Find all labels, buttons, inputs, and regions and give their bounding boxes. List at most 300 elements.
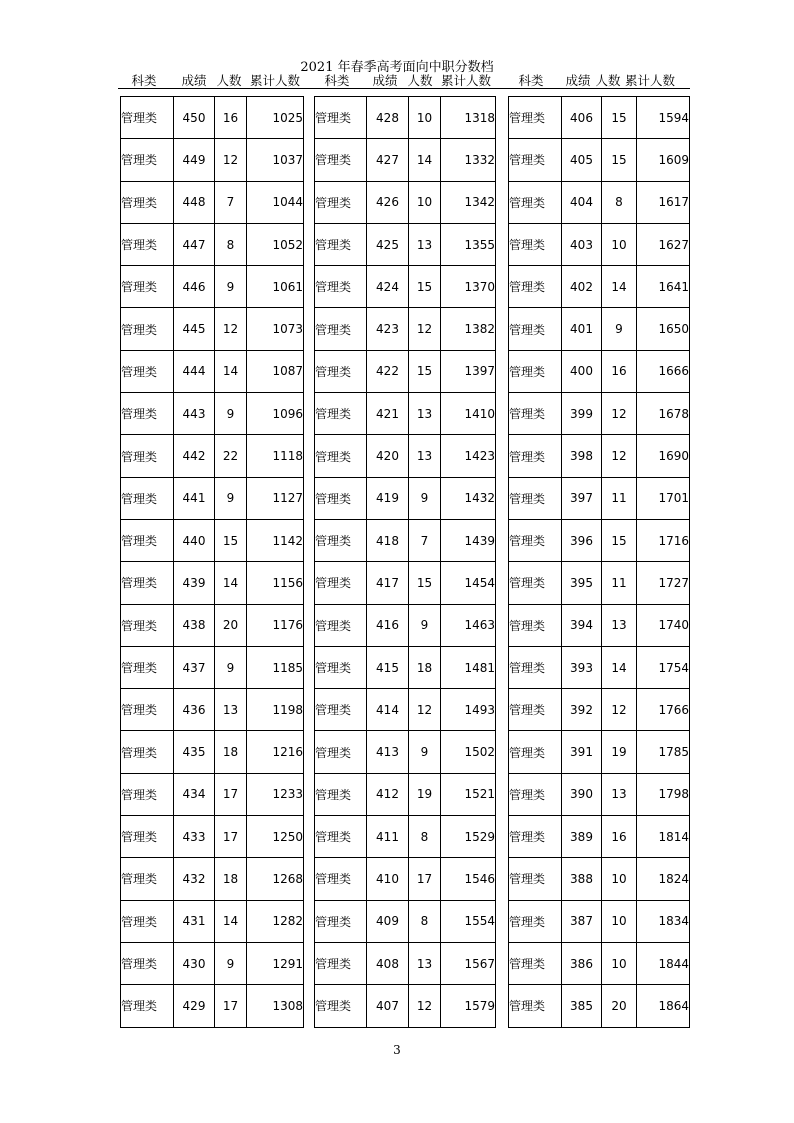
- category-cell: 管理类: [315, 266, 367, 308]
- table-row: [121, 97, 304, 139]
- table-row: [315, 266, 496, 308]
- category-cell: 管理类: [509, 646, 562, 688]
- table-row: [509, 519, 690, 561]
- header-count: 人数: [595, 73, 621, 88]
- table-row: [509, 689, 690, 731]
- count-cell: 9: [215, 646, 247, 688]
- column-headers: [0, 71, 794, 89]
- category-cell: 管理类: [509, 604, 562, 646]
- table-row: [121, 519, 304, 561]
- score-cell: 408: [367, 942, 409, 984]
- count-cell: 19: [602, 731, 637, 773]
- table-row: [315, 435, 496, 477]
- cumulative-cell: 1454: [441, 562, 496, 604]
- category-cell: 管理类: [509, 266, 562, 308]
- category-cell: 管理类: [315, 942, 367, 984]
- cumulative-cell: 1521: [441, 773, 496, 815]
- table-row: [509, 816, 690, 858]
- count-cell: 13: [409, 223, 441, 265]
- table-row: [315, 97, 496, 139]
- count-cell: 17: [215, 985, 247, 1027]
- cumulative-cell: 1308: [247, 985, 304, 1027]
- table-row: [121, 266, 304, 308]
- category-cell: 管理类: [121, 519, 174, 561]
- table-row: [509, 350, 690, 392]
- count-cell: 18: [409, 646, 441, 688]
- count-cell: 9: [215, 266, 247, 308]
- cumulative-cell: 1554: [441, 900, 496, 942]
- score-cell: 445: [174, 308, 215, 350]
- cumulative-cell: 1650: [637, 308, 690, 350]
- category-cell: 管理类: [121, 181, 174, 223]
- count-cell: 10: [409, 97, 441, 139]
- table-row: [315, 393, 496, 435]
- table-row: [315, 858, 496, 900]
- table-row: [121, 139, 304, 181]
- table-row: [315, 139, 496, 181]
- table-row: [315, 519, 496, 561]
- count-cell: 12: [215, 308, 247, 350]
- table-row: [121, 223, 304, 265]
- count-cell: 12: [409, 689, 441, 731]
- cumulative-cell: 1666: [637, 350, 690, 392]
- cumulative-cell: 1268: [247, 858, 304, 900]
- cumulative-cell: 1432: [441, 477, 496, 519]
- cumulative-cell: 1594: [637, 97, 690, 139]
- cumulative-cell: 1439: [441, 519, 496, 561]
- score-cell: 399: [562, 393, 602, 435]
- cumulative-cell: 1844: [637, 942, 690, 984]
- cumulative-cell: 1727: [637, 562, 690, 604]
- category-cell: 管理类: [121, 350, 174, 392]
- table-row: [121, 393, 304, 435]
- header-category: 科类: [324, 73, 350, 88]
- count-cell: 15: [602, 519, 637, 561]
- score-cell: 409: [367, 900, 409, 942]
- score-cell: 396: [562, 519, 602, 561]
- score-cell: 407: [367, 985, 409, 1027]
- category-cell: 管理类: [509, 139, 562, 181]
- score-cell: 404: [562, 181, 602, 223]
- score-cell: 424: [367, 266, 409, 308]
- table-row: [315, 646, 496, 688]
- table-row: [315, 900, 496, 942]
- table-row: [509, 942, 690, 984]
- table-row: [315, 350, 496, 392]
- count-cell: 10: [602, 858, 637, 900]
- cumulative-cell: 1291: [247, 942, 304, 984]
- table-row: [315, 773, 496, 815]
- table-row: [315, 181, 496, 223]
- cumulative-cell: 1025: [247, 97, 304, 139]
- category-cell: 管理类: [121, 985, 174, 1027]
- category-cell: 管理类: [121, 308, 174, 350]
- category-cell: 管理类: [121, 816, 174, 858]
- cumulative-cell: 1370: [441, 266, 496, 308]
- table-row: [315, 562, 496, 604]
- score-table-1: [120, 96, 304, 1028]
- cumulative-cell: 1766: [637, 689, 690, 731]
- cumulative-cell: 1250: [247, 816, 304, 858]
- table-row: [121, 731, 304, 773]
- score-cell: 417: [367, 562, 409, 604]
- count-cell: 14: [409, 139, 441, 181]
- table-row: [121, 435, 304, 477]
- table-row: [509, 731, 690, 773]
- score-cell: 440: [174, 519, 215, 561]
- table-row: [315, 816, 496, 858]
- score-cell: 434: [174, 773, 215, 815]
- page-number: 3: [393, 1043, 401, 1057]
- table-row: [315, 731, 496, 773]
- count-cell: 11: [602, 562, 637, 604]
- cumulative-cell: 1282: [247, 900, 304, 942]
- cumulative-cell: 1185: [247, 646, 304, 688]
- score-cell: 398: [562, 435, 602, 477]
- table-row: [509, 393, 690, 435]
- table-row: [509, 308, 690, 350]
- table-row: [121, 477, 304, 519]
- category-cell: 管理类: [121, 477, 174, 519]
- count-cell: 9: [409, 731, 441, 773]
- count-cell: 12: [215, 139, 247, 181]
- table-row: [315, 604, 496, 646]
- category-cell: 管理类: [509, 985, 562, 1027]
- count-cell: 18: [215, 731, 247, 773]
- cumulative-cell: 1332: [441, 139, 496, 181]
- count-cell: 17: [215, 816, 247, 858]
- count-cell: 14: [602, 266, 637, 308]
- score-cell: 436: [174, 689, 215, 731]
- category-cell: 管理类: [315, 435, 367, 477]
- table-row: [121, 773, 304, 815]
- table-row: [315, 942, 496, 984]
- cumulative-cell: 1318: [441, 97, 496, 139]
- category-cell: 管理类: [315, 604, 367, 646]
- header-category: 科类: [518, 73, 544, 88]
- count-cell: 16: [602, 350, 637, 392]
- table-row: [121, 604, 304, 646]
- score-cell: 423: [367, 308, 409, 350]
- score-cell: 395: [562, 562, 602, 604]
- count-cell: 8: [215, 223, 247, 265]
- count-cell: 10: [602, 223, 637, 265]
- table-row: [509, 477, 690, 519]
- count-cell: 11: [602, 477, 637, 519]
- table-row: [121, 816, 304, 858]
- category-cell: 管理类: [315, 308, 367, 350]
- score-cell: 421: [367, 393, 409, 435]
- table-row: [509, 139, 690, 181]
- score-cell: 428: [367, 97, 409, 139]
- score-table-2: [314, 96, 496, 1028]
- category-cell: 管理类: [315, 858, 367, 900]
- score-cell: 442: [174, 435, 215, 477]
- count-cell: 17: [409, 858, 441, 900]
- count-cell: 12: [409, 985, 441, 1027]
- cumulative-cell: 1233: [247, 773, 304, 815]
- count-cell: 9: [409, 604, 441, 646]
- cumulative-cell: 1216: [247, 731, 304, 773]
- count-cell: 15: [409, 266, 441, 308]
- count-cell: 16: [602, 816, 637, 858]
- score-cell: 389: [562, 816, 602, 858]
- count-cell: 9: [602, 308, 637, 350]
- header-score: 成绩: [372, 73, 398, 88]
- category-cell: 管理类: [121, 689, 174, 731]
- category-cell: 管理类: [509, 181, 562, 223]
- score-cell: 427: [367, 139, 409, 181]
- cumulative-cell: 1061: [247, 266, 304, 308]
- cumulative-cell: 1096: [247, 393, 304, 435]
- count-cell: 15: [602, 139, 637, 181]
- score-cell: 412: [367, 773, 409, 815]
- cumulative-cell: 1567: [441, 942, 496, 984]
- category-cell: 管理类: [121, 900, 174, 942]
- table-row: [121, 985, 304, 1027]
- category-cell: 管理类: [315, 773, 367, 815]
- category-cell: 管理类: [315, 97, 367, 139]
- category-cell: 管理类: [121, 266, 174, 308]
- table-row: [509, 858, 690, 900]
- score-cell: 411: [367, 816, 409, 858]
- category-cell: 管理类: [315, 985, 367, 1027]
- table-row: [509, 435, 690, 477]
- cumulative-cell: 1579: [441, 985, 496, 1027]
- category-cell: 管理类: [509, 223, 562, 265]
- page-title: 2021 年春季高考面向中职分数档: [300, 60, 494, 75]
- category-cell: 管理类: [509, 773, 562, 815]
- count-cell: 13: [215, 689, 247, 731]
- cumulative-cell: 1785: [637, 731, 690, 773]
- cumulative-cell: 1678: [637, 393, 690, 435]
- table-row: [121, 689, 304, 731]
- cumulative-cell: 1824: [637, 858, 690, 900]
- header-count: 人数: [216, 73, 242, 88]
- score-cell: 437: [174, 646, 215, 688]
- category-cell: 管理类: [121, 393, 174, 435]
- category-cell: 管理类: [315, 181, 367, 223]
- cumulative-cell: 1397: [441, 350, 496, 392]
- category-cell: 管理类: [315, 900, 367, 942]
- score-cell: 430: [174, 942, 215, 984]
- score-cell: 392: [562, 689, 602, 731]
- cumulative-cell: 1410: [441, 393, 496, 435]
- cumulative-cell: 1701: [637, 477, 690, 519]
- category-cell: 管理类: [509, 435, 562, 477]
- category-cell: 管理类: [121, 858, 174, 900]
- table-row: [121, 646, 304, 688]
- category-cell: 管理类: [121, 731, 174, 773]
- table-row: [315, 477, 496, 519]
- cumulative-cell: 1814: [637, 816, 690, 858]
- score-cell: 435: [174, 731, 215, 773]
- table-row: [509, 773, 690, 815]
- count-cell: 14: [215, 562, 247, 604]
- count-cell: 9: [409, 477, 441, 519]
- category-cell: 管理类: [121, 942, 174, 984]
- count-cell: 12: [409, 308, 441, 350]
- category-cell: 管理类: [121, 97, 174, 139]
- count-cell: 8: [409, 816, 441, 858]
- category-cell: 管理类: [509, 350, 562, 392]
- cumulative-cell: 1118: [247, 435, 304, 477]
- score-cell: 402: [562, 266, 602, 308]
- table-row: [509, 562, 690, 604]
- score-cell: 405: [562, 139, 602, 181]
- count-cell: 13: [409, 393, 441, 435]
- cumulative-cell: 1156: [247, 562, 304, 604]
- score-cell: 401: [562, 308, 602, 350]
- category-cell: 管理类: [315, 519, 367, 561]
- count-cell: 14: [215, 350, 247, 392]
- score-cell: 391: [562, 731, 602, 773]
- count-cell: 15: [409, 350, 441, 392]
- count-cell: 9: [215, 477, 247, 519]
- header-score: 成绩: [181, 73, 207, 88]
- cumulative-cell: 1754: [637, 646, 690, 688]
- table-row: [315, 985, 496, 1027]
- score-cell: 422: [367, 350, 409, 392]
- cumulative-cell: 1037: [247, 139, 304, 181]
- cumulative-cell: 1641: [637, 266, 690, 308]
- table-row: [121, 858, 304, 900]
- table-row: [509, 266, 690, 308]
- count-cell: 13: [409, 942, 441, 984]
- score-cell: 433: [174, 816, 215, 858]
- category-cell: 管理类: [315, 689, 367, 731]
- score-cell: 386: [562, 942, 602, 984]
- cumulative-cell: 1798: [637, 773, 690, 815]
- table-row: [121, 350, 304, 392]
- table-row: [121, 900, 304, 942]
- table-row: [509, 223, 690, 265]
- category-cell: 管理类: [121, 435, 174, 477]
- table-row: [315, 223, 496, 265]
- score-cell: 447: [174, 223, 215, 265]
- category-cell: 管理类: [315, 646, 367, 688]
- category-cell: 管理类: [121, 562, 174, 604]
- count-cell: 12: [602, 689, 637, 731]
- score-cell: 444: [174, 350, 215, 392]
- score-cell: 441: [174, 477, 215, 519]
- score-cell: 388: [562, 858, 602, 900]
- count-cell: 9: [215, 393, 247, 435]
- cumulative-cell: 1740: [637, 604, 690, 646]
- score-cell: 406: [562, 97, 602, 139]
- category-cell: 管理类: [315, 223, 367, 265]
- category-cell: 管理类: [509, 942, 562, 984]
- score-cell: 443: [174, 393, 215, 435]
- header-category: 科类: [131, 73, 157, 88]
- count-cell: 14: [602, 646, 637, 688]
- count-cell: 7: [409, 519, 441, 561]
- category-cell: 管理类: [509, 308, 562, 350]
- cumulative-cell: 1142: [247, 519, 304, 561]
- count-cell: 14: [215, 900, 247, 942]
- count-cell: 12: [602, 393, 637, 435]
- category-cell: 管理类: [315, 350, 367, 392]
- cumulative-cell: 1716: [637, 519, 690, 561]
- cumulative-cell: 1617: [637, 181, 690, 223]
- table-row: [509, 985, 690, 1027]
- table-row: [509, 604, 690, 646]
- cumulative-cell: 1127: [247, 477, 304, 519]
- category-cell: 管理类: [315, 477, 367, 519]
- count-cell: 20: [215, 604, 247, 646]
- count-cell: 7: [215, 181, 247, 223]
- header-cumulative: 累计人数: [440, 73, 491, 88]
- header-cumulative: 累计人数: [624, 73, 675, 88]
- score-cell: 415: [367, 646, 409, 688]
- score-cell: 449: [174, 139, 215, 181]
- cumulative-cell: 1073: [247, 308, 304, 350]
- score-cell: 420: [367, 435, 409, 477]
- cumulative-cell: 1609: [637, 139, 690, 181]
- cumulative-cell: 1690: [637, 435, 690, 477]
- header-cumulative: 累计人数: [249, 73, 300, 88]
- table-row: [121, 181, 304, 223]
- cumulative-cell: 1355: [441, 223, 496, 265]
- table-row: [315, 689, 496, 731]
- count-cell: 8: [602, 181, 637, 223]
- count-cell: 18: [215, 858, 247, 900]
- count-cell: 13: [409, 435, 441, 477]
- category-cell: 管理类: [509, 519, 562, 561]
- category-cell: 管理类: [315, 731, 367, 773]
- score-table-3: [508, 96, 690, 1028]
- count-cell: 20: [602, 985, 637, 1027]
- cumulative-cell: 1627: [637, 223, 690, 265]
- cumulative-cell: 1481: [441, 646, 496, 688]
- count-cell: 15: [409, 562, 441, 604]
- count-cell: 10: [602, 900, 637, 942]
- cumulative-cell: 1342: [441, 181, 496, 223]
- category-cell: 管理类: [509, 900, 562, 942]
- cumulative-cell: 1382: [441, 308, 496, 350]
- score-cell: 414: [367, 689, 409, 731]
- category-cell: 管理类: [509, 97, 562, 139]
- header-count: 人数: [407, 73, 433, 88]
- category-cell: 管理类: [121, 646, 174, 688]
- category-cell: 管理类: [509, 393, 562, 435]
- count-cell: 9: [215, 942, 247, 984]
- cumulative-cell: 1864: [637, 985, 690, 1027]
- score-cell: 410: [367, 858, 409, 900]
- score-cell: 393: [562, 646, 602, 688]
- score-cell: 425: [367, 223, 409, 265]
- cumulative-cell: 1423: [441, 435, 496, 477]
- score-cell: 429: [174, 985, 215, 1027]
- count-cell: 12: [602, 435, 637, 477]
- category-cell: 管理类: [121, 604, 174, 646]
- score-cell: 426: [367, 181, 409, 223]
- cumulative-cell: 1834: [637, 900, 690, 942]
- score-cell: 387: [562, 900, 602, 942]
- count-cell: 15: [602, 97, 637, 139]
- category-cell: 管理类: [315, 393, 367, 435]
- score-cell: 438: [174, 604, 215, 646]
- score-cell: 394: [562, 604, 602, 646]
- table-row: [509, 181, 690, 223]
- category-cell: 管理类: [509, 689, 562, 731]
- table-row: [121, 562, 304, 604]
- category-cell: 管理类: [509, 477, 562, 519]
- category-cell: 管理类: [509, 816, 562, 858]
- table-row: [121, 942, 304, 984]
- count-cell: 16: [215, 97, 247, 139]
- table-row: [509, 646, 690, 688]
